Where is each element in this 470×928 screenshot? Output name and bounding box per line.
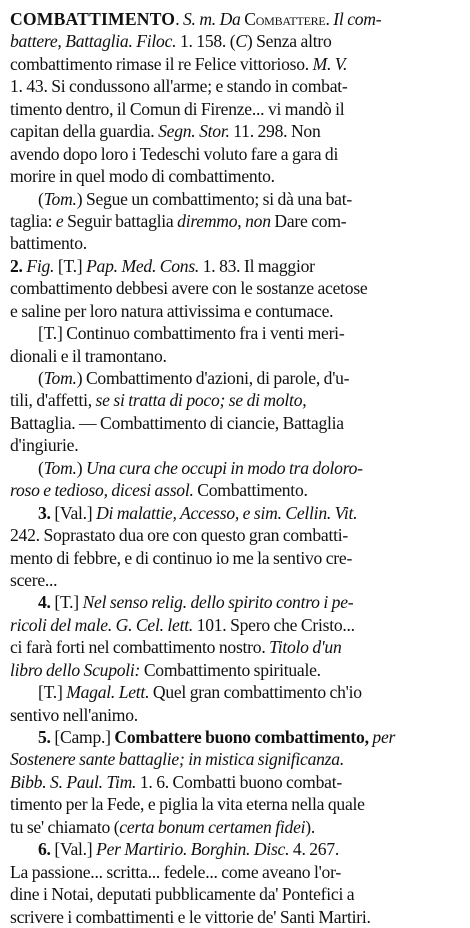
sense-number: 5. [38,727,51,747]
entry-line [10,457,462,479]
entry-text: timento per la Fede, e piglia la vita eterna nella quale [10,794,365,815]
entry-text: M. V. [312,53,348,74]
entry-text: Magal. Lett. [66,682,150,703]
entry-text: e saline per loro natura attivissima e contumace. [10,300,334,321]
entry-text: Fig. [26,255,55,276]
entry-text: 1. 43. Si condussono all'arme; e stando in combat- [10,76,348,97]
sense-number: 4. [38,592,51,613]
entry-text: Combattere buono combattimento, [114,727,369,747]
sense-number: 6. [38,839,51,860]
entry-text: [Val.] [50,502,97,523]
entry-text: C [235,31,247,52]
entry-text: [T.] Continuo combattimento fra i venti meri- [38,323,345,344]
entry-line [10,434,462,456]
entry-line [10,345,462,367]
entry-text: Titolo d'un [269,637,342,658]
entry-text: Di malattie, Accesso, e sim. Cellin. Vit. [96,502,358,523]
entry-line [10,704,462,726]
entry-line [10,502,462,524]
entry-text: tili, d'affetti, [10,390,96,411]
entry-text: [Camp.] [50,727,115,747]
entry-text: battere, Battaglia. Filoc. [10,31,177,52]
entry-text: non [245,210,271,231]
entry-line [10,569,462,591]
entry-text: ). [305,816,316,837]
entry-line [10,614,462,636]
entry-line [10,591,462,613]
entry-line [10,188,462,210]
entry-line [10,277,462,299]
entry-line [10,748,462,770]
entry-line [10,412,462,434]
entry-text: . [175,9,183,29]
entry-line [10,659,462,681]
entry-line [10,30,462,52]
entry-text: [T.] [54,255,87,276]
entry-text: Pap. Med. Cons. [86,255,200,276]
entry-text: ) Segue un combattimento; si dà una bat- [76,188,352,209]
entry-text: se si tratta di poco; se di molto, [95,390,307,411]
entry-line [10,53,462,75]
entry-text: Bibb. S. Paul. Tim. [10,771,137,792]
entry-line [10,98,462,120]
entry-line [10,726,462,748]
entry-text: libro dello Scupoli: [10,659,141,680]
entry-text: 1. 83. Il maggior [199,255,315,276]
entry-text: La passione... scritta... fedele... come aveano l'or- [10,861,341,882]
entry-text: Combattimento spirituale. [140,659,321,680]
entry-text: [T.] [50,592,83,613]
entry-text: Combattimento. [193,480,308,501]
entry-text: 11. 298. Non [229,121,321,142]
entry-text: d'ingiurie. [10,435,79,456]
entry-text: S. m. Da [183,9,245,29]
entry-text: ) [76,457,86,478]
headword: COMBATTIMENTO [10,9,176,29]
entry-text: diremmo [177,210,238,231]
entry-text: ci farà forti nel combattimento nostro. [10,637,270,658]
entry-text: Segn. Stor. [158,121,230,142]
entry-text: [T.] [38,682,67,703]
entry-text: Combattere [244,9,326,29]
entry-text: combattimento rimase il re Felice vittorioso. [10,53,313,74]
entry-text: roso e tedioso, dicesi assol. [10,480,194,501]
entry-text: per [372,727,396,747]
entry-text: Battaglia. — Combattimento di ciancie, Battaglia [10,412,344,433]
entry-text: , [237,210,246,231]
entry-text: Tom. [43,368,77,388]
entry-line [10,300,462,322]
entry-line [10,120,462,142]
entry-text: ) Senza altro [246,31,332,52]
entry-line [10,861,462,883]
entry-line [10,479,462,501]
entry-line [10,255,462,277]
entry-line [10,636,462,658]
entry-line [10,210,462,232]
entry-text: Dare com- [270,210,347,231]
entry-text: 1. 158. ( [176,31,236,52]
entry-text: mento di febbre, e di continuo io me la sentivo cre- [10,547,353,568]
entry-text: battimento. [10,233,87,254]
entry-line [10,816,462,838]
entry-line [10,165,462,187]
entry-line [10,793,462,815]
entry-line [10,8,462,30]
entry-line [10,367,462,389]
entry-line [10,838,462,860]
entry-text: 242. Soprastato dua ore con questo gran combatti- [10,525,348,546]
entry-text: Per Martirio. Borghin. Disc. [96,839,290,860]
entry-text: dionali e il tramontano. [10,345,167,366]
sense-number: 2. [10,255,23,276]
entry-text: 4. 267. [289,839,340,860]
entry-line [10,389,462,411]
entry-text: Il com- [333,9,382,29]
entry-text: tu se' chiamato ( [10,816,120,837]
entry-text: . [325,9,334,29]
entry-text: morire in quel modo di combattimento. [10,166,275,187]
entry-text: Tom. [43,457,77,478]
entry-text: sentivo nell'animo. [10,704,138,725]
entry-text: Sostenere sante battaglie; in mistica significanza. [10,749,344,770]
entry-text: Nel senso relig. dello spirito contro i pe- [82,592,354,613]
entry-line [10,906,462,928]
entry-text: ( [38,457,44,478]
entry-text: taglia: [10,210,56,231]
entry-text: Tom. [43,188,77,209]
entry-line [10,232,462,254]
sense-number: 3. [38,502,51,523]
entry-text: certa bonum certamen fidei [119,816,306,837]
entry-text: e [55,210,64,231]
entry-text: Una cura che occupi in modo tra doloro- [85,457,363,478]
entry-text: capitan della guardia. [10,121,159,142]
entry-text: dine i Notai, deputati pubblicamente da' Pontefici a [10,884,355,905]
entry-text: scere... [10,569,58,590]
entry-line [10,143,462,165]
entry-line [10,322,462,344]
entry-line [10,547,462,569]
entry-line [10,771,462,793]
entry-text: Quel gran combattimento ch'io [149,682,362,703]
entry-line [10,524,462,546]
entry-text: ) Combattimento d'azioni, di parole, d'u- [76,368,350,388]
entry-text: ( [38,188,44,209]
entry-text: 1. 6. Combatti buono combat- [136,771,342,792]
entry-line [10,681,462,703]
entry-text: Seguir battaglia [63,210,178,231]
entry-line [10,75,462,97]
entry-text: 101. Spero che Cristo... [193,614,355,635]
entry-text: timento dentro, il Comun di Firenze... vi mandò il [10,98,345,119]
entry-text: ( [38,368,44,388]
entry-text: combattimento debbesi avere con le sostanze acetose [10,278,368,299]
entry-text: [Val.] [50,839,97,860]
entry-text: ricoli del male. G. Cel. lett. [10,614,194,635]
entry-line [10,883,462,905]
entry-text: avendo dopo loro i Tedeschi voluto fare a gara di [10,143,339,164]
entry-text: scrivere i combattimenti e le vittorie de' Santi Martiri. [10,906,371,927]
